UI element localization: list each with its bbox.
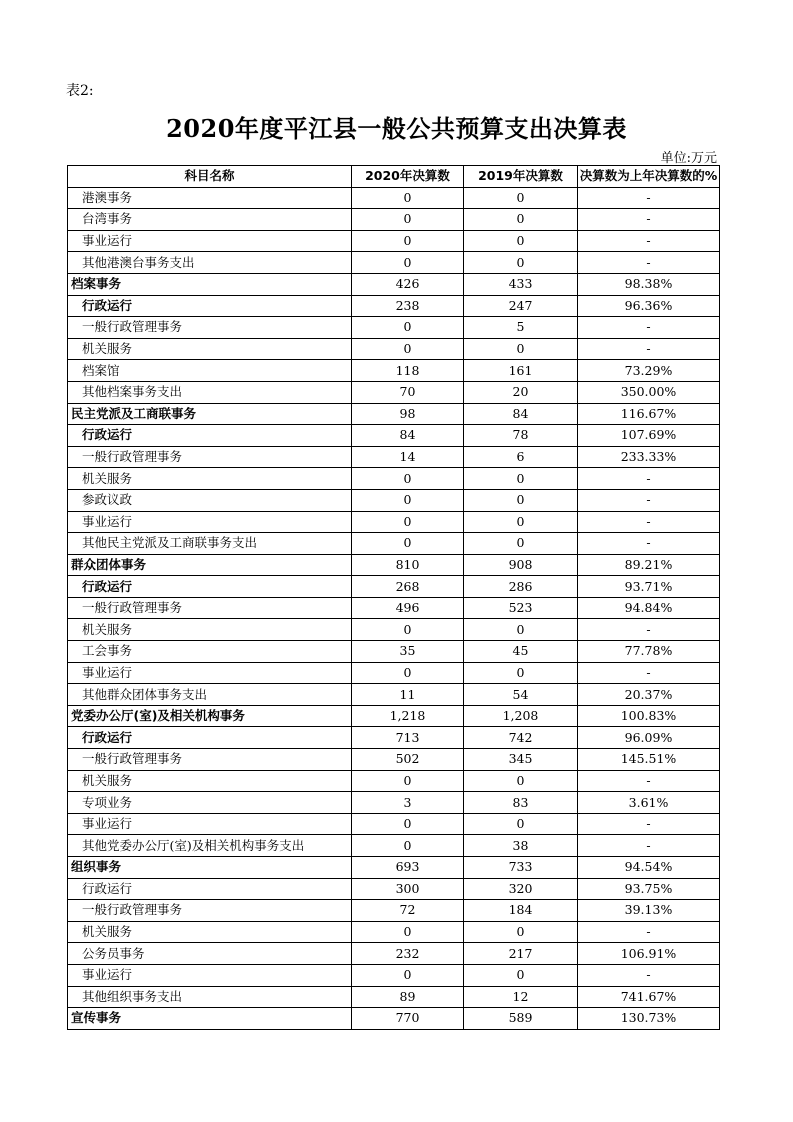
row-subject-name: 一般行政管理事务 (68, 446, 352, 468)
row-2019-actual: 217 (464, 943, 578, 965)
row-ratio: 89.21% (578, 554, 720, 576)
row-subject-name: 群众团体事务 (68, 554, 352, 576)
row-2019-actual: 12 (464, 986, 578, 1008)
row-subject-name: 行政运行 (68, 425, 352, 447)
row-subject-name: 事业运行 (68, 230, 352, 252)
row-subject-name: 一般行政管理事务 (68, 597, 352, 619)
row-2019-actual: 0 (464, 511, 578, 533)
row-2019-actual: 589 (464, 1008, 578, 1030)
row-2019-actual: 38 (464, 835, 578, 857)
row-2019-actual: 523 (464, 597, 578, 619)
row-2019-actual: 1,208 (464, 705, 578, 727)
table-row (68, 273, 720, 295)
table-row (68, 921, 720, 943)
row-subject-name: 其他民主党派及工商联事务支出 (68, 533, 352, 555)
row-2019-actual: 0 (464, 252, 578, 274)
table-row (68, 381, 720, 403)
row-2019-actual: 0 (464, 813, 578, 835)
row-ratio: 39.13% (578, 900, 720, 922)
row-2020-actual: 268 (352, 576, 464, 598)
row-2019-actual: 0 (464, 187, 578, 209)
row-2020-actual: 713 (352, 727, 464, 749)
row-2020-actual: 35 (352, 641, 464, 663)
row-subject-name: 公务员事务 (68, 943, 352, 965)
row-ratio: - (578, 533, 720, 555)
row-subject-name: 事业运行 (68, 662, 352, 684)
row-ratio: 233.33% (578, 446, 720, 468)
row-ratio: - (578, 252, 720, 274)
row-2020-actual: 0 (352, 230, 464, 252)
row-2019-actual: 320 (464, 878, 578, 900)
table-label: 表2: (66, 83, 94, 99)
row-2020-actual: 238 (352, 295, 464, 317)
row-2020-actual: 72 (352, 900, 464, 922)
header-2019-actual: 2019年决算数 (464, 166, 578, 188)
row-subject-name: 事业运行 (68, 813, 352, 835)
table-row (68, 403, 720, 425)
row-2019-actual: 184 (464, 900, 578, 922)
row-2020-actual: 89 (352, 986, 464, 1008)
table-row (68, 964, 720, 986)
row-2020-actual: 0 (352, 770, 464, 792)
row-2020-actual: 11 (352, 684, 464, 706)
table-row (68, 209, 720, 231)
row-ratio: 96.09% (578, 727, 720, 749)
row-2020-actual: 0 (352, 533, 464, 555)
header-2020-actual: 2020年决算数 (352, 166, 464, 188)
row-2020-actual: 810 (352, 554, 464, 576)
row-ratio: - (578, 338, 720, 360)
unit-label: 单位:万元 (660, 151, 717, 166)
table-row (68, 943, 720, 965)
row-2019-actual: 84 (464, 403, 578, 425)
row-ratio: - (578, 317, 720, 339)
row-2019-actual: 0 (464, 489, 578, 511)
row-2020-actual: 98 (352, 403, 464, 425)
row-subject-name: 专项业务 (68, 792, 352, 814)
row-subject-name: 党委办公厅(室)及相关机构事务 (68, 705, 352, 727)
header-subject-name: 科目名称 (68, 166, 352, 188)
row-2019-actual: 0 (464, 770, 578, 792)
row-subject-name: 机关服务 (68, 338, 352, 360)
row-2020-actual: 0 (352, 338, 464, 360)
row-ratio: 73.29% (578, 360, 720, 382)
row-ratio: 98.38% (578, 273, 720, 295)
row-ratio: 3.61% (578, 792, 720, 814)
row-ratio: 350.00% (578, 381, 720, 403)
row-2019-actual: 0 (464, 230, 578, 252)
row-2019-actual: 83 (464, 792, 578, 814)
row-2019-actual: 345 (464, 749, 578, 771)
table-row (68, 749, 720, 771)
row-2019-actual: 54 (464, 684, 578, 706)
row-subject-name: 宣传事务 (68, 1008, 352, 1030)
row-ratio: - (578, 770, 720, 792)
row-subject-name: 机关服务 (68, 468, 352, 490)
table-row (68, 468, 720, 490)
row-2020-actual: 0 (352, 662, 464, 684)
row-2019-actual: 908 (464, 554, 578, 576)
table-row (68, 360, 720, 382)
row-ratio: 94.84% (578, 597, 720, 619)
row-2019-actual: 247 (464, 295, 578, 317)
table-row (68, 576, 720, 598)
row-subject-name: 其他档案事务支出 (68, 381, 352, 403)
header-row (68, 166, 720, 188)
table-row (68, 489, 720, 511)
row-ratio: 93.71% (578, 576, 720, 598)
row-2019-actual: 0 (464, 619, 578, 641)
row-2020-actual: 0 (352, 511, 464, 533)
row-subject-name: 档案事务 (68, 273, 352, 295)
table-row (68, 986, 720, 1008)
row-2019-actual: 0 (464, 468, 578, 490)
row-subject-name: 其他港澳台事务支出 (68, 252, 352, 274)
table-row (68, 187, 720, 209)
row-ratio: 107.69% (578, 425, 720, 447)
row-ratio: 130.73% (578, 1008, 720, 1030)
row-2020-actual: 0 (352, 921, 464, 943)
row-2020-actual: 0 (352, 252, 464, 274)
table-row (68, 511, 720, 533)
table-row (68, 900, 720, 922)
row-2019-actual: 0 (464, 338, 578, 360)
table-row (68, 835, 720, 857)
row-subject-name: 工会事务 (68, 641, 352, 663)
row-subject-name: 行政运行 (68, 727, 352, 749)
table-row (68, 338, 720, 360)
table-row (68, 554, 720, 576)
row-subject-name: 一般行政管理事务 (68, 749, 352, 771)
row-2019-actual: 161 (464, 360, 578, 382)
row-subject-name: 其他群众团体事务支出 (68, 684, 352, 706)
row-ratio: - (578, 187, 720, 209)
row-ratio: 116.67% (578, 403, 720, 425)
row-2020-actual: 0 (352, 813, 464, 835)
row-2020-actual: 0 (352, 468, 464, 490)
budget-table (67, 165, 720, 1030)
table-row (68, 813, 720, 835)
row-2019-actual: 0 (464, 533, 578, 555)
table-row (68, 597, 720, 619)
row-2020-actual: 426 (352, 273, 464, 295)
row-ratio: 100.83% (578, 705, 720, 727)
row-2019-actual: 20 (464, 381, 578, 403)
table-row (68, 662, 720, 684)
row-2020-actual: 118 (352, 360, 464, 382)
row-2020-actual: 1,218 (352, 705, 464, 727)
table-row (68, 684, 720, 706)
row-subject-name: 一般行政管理事务 (68, 900, 352, 922)
table-body (68, 187, 720, 1029)
row-subject-name: 事业运行 (68, 511, 352, 533)
row-2020-actual: 300 (352, 878, 464, 900)
row-subject-name: 机关服务 (68, 921, 352, 943)
row-subject-name: 事业运行 (68, 964, 352, 986)
row-2020-actual: 3 (352, 792, 464, 814)
table-row (68, 1008, 720, 1030)
row-2020-actual: 70 (352, 381, 464, 403)
row-2019-actual: 0 (464, 921, 578, 943)
table-row (68, 252, 720, 274)
table-row (68, 705, 720, 727)
row-2020-actual: 496 (352, 597, 464, 619)
row-2020-actual: 84 (352, 425, 464, 447)
row-2019-actual: 0 (464, 964, 578, 986)
row-subject-name: 其他组织事务支出 (68, 986, 352, 1008)
row-ratio: 145.51% (578, 749, 720, 771)
row-ratio: - (578, 489, 720, 511)
row-2019-actual: 0 (464, 662, 578, 684)
row-subject-name: 机关服务 (68, 770, 352, 792)
row-subject-name: 参政议政 (68, 489, 352, 511)
table-row (68, 619, 720, 641)
row-ratio: - (578, 619, 720, 641)
row-2020-actual: 0 (352, 187, 464, 209)
row-ratio: - (578, 468, 720, 490)
row-2019-actual: 45 (464, 641, 578, 663)
row-2020-actual: 0 (352, 619, 464, 641)
row-subject-name: 一般行政管理事务 (68, 317, 352, 339)
row-2020-actual: 232 (352, 943, 464, 965)
row-subject-name: 港澳事务 (68, 187, 352, 209)
row-ratio: - (578, 835, 720, 857)
table-row (68, 770, 720, 792)
row-2020-actual: 0 (352, 489, 464, 511)
row-2019-actual: 0 (464, 209, 578, 231)
row-ratio: 94.54% (578, 857, 720, 879)
row-2019-actual: 5 (464, 317, 578, 339)
row-subject-name: 档案馆 (68, 360, 352, 382)
table-row (68, 295, 720, 317)
table-row (68, 857, 720, 879)
row-ratio: - (578, 511, 720, 533)
row-ratio: - (578, 813, 720, 835)
table-row (68, 878, 720, 900)
row-2020-actual: 14 (352, 446, 464, 468)
row-2019-actual: 433 (464, 273, 578, 295)
row-subject-name: 民主党派及工商联事务 (68, 403, 352, 425)
row-subject-name: 其他党委办公厅(室)及相关机构事务支出 (68, 835, 352, 857)
row-subject-name: 行政运行 (68, 576, 352, 598)
row-2020-actual: 770 (352, 1008, 464, 1030)
row-2019-actual: 78 (464, 425, 578, 447)
row-ratio: 20.37% (578, 684, 720, 706)
row-ratio: 106.91% (578, 943, 720, 965)
row-ratio: 93.75% (578, 878, 720, 900)
table-row (68, 792, 720, 814)
row-2020-actual: 0 (352, 209, 464, 231)
table-row (68, 425, 720, 447)
row-ratio: - (578, 964, 720, 986)
row-2019-actual: 286 (464, 576, 578, 598)
row-2020-actual: 693 (352, 857, 464, 879)
table-row (68, 317, 720, 339)
row-subject-name: 行政运行 (68, 295, 352, 317)
row-2020-actual: 0 (352, 317, 464, 339)
row-ratio: - (578, 921, 720, 943)
row-2019-actual: 742 (464, 727, 578, 749)
row-ratio: 77.78% (578, 641, 720, 663)
row-subject-name: 台湾事务 (68, 209, 352, 231)
row-ratio: - (578, 662, 720, 684)
row-ratio: 741.67% (578, 986, 720, 1008)
table-row (68, 533, 720, 555)
row-ratio: - (578, 209, 720, 231)
page-title: 2020年度平江县一般公共预算支出决算表 (166, 114, 627, 143)
table-row (68, 641, 720, 663)
row-subject-name: 机关服务 (68, 619, 352, 641)
row-ratio: - (578, 230, 720, 252)
row-subject-name: 行政运行 (68, 878, 352, 900)
table-row (68, 446, 720, 468)
row-2019-actual: 6 (464, 446, 578, 468)
row-2020-actual: 0 (352, 835, 464, 857)
row-2019-actual: 733 (464, 857, 578, 879)
row-2020-actual: 502 (352, 749, 464, 771)
row-subject-name: 组织事务 (68, 857, 352, 879)
header-ratio: 决算数为上年决算数的% (578, 166, 720, 188)
table-row (68, 727, 720, 749)
row-2020-actual: 0 (352, 964, 464, 986)
row-ratio: 96.36% (578, 295, 720, 317)
table-row (68, 230, 720, 252)
